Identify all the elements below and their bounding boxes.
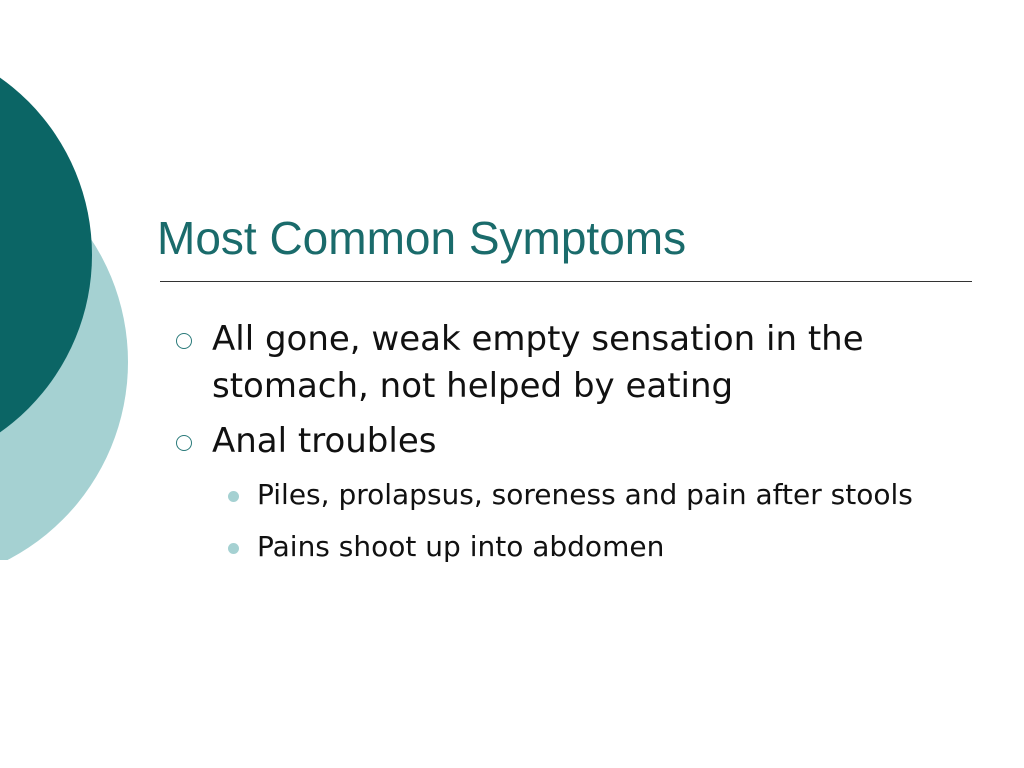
sub-bullet-text: Piles, prolapsus, soreness and pain after stools [257,478,913,511]
sub-bullet-list [212,473,970,569]
sub-bullet-item [212,525,970,569]
bullet-list [170,316,970,577]
decorative-circles [0,0,140,560]
filled-dot-icon [228,491,239,502]
bullet-item [170,316,970,410]
title-divider [160,281,972,282]
bullet-text: All gone, weak empty sensation in the stomach, not helped by eating [212,319,864,406]
sub-bullet-text: Pains shoot up into abdomen [257,530,665,563]
bullet-text: Anal troubles [212,421,437,461]
bullet-item [170,418,970,465]
hollow-circle-icon [176,333,192,349]
slide-title: Most Common Symptoms [157,212,687,264]
hollow-circle-icon [176,435,192,451]
filled-dot-icon [228,543,239,554]
sub-bullet-item [212,473,970,517]
